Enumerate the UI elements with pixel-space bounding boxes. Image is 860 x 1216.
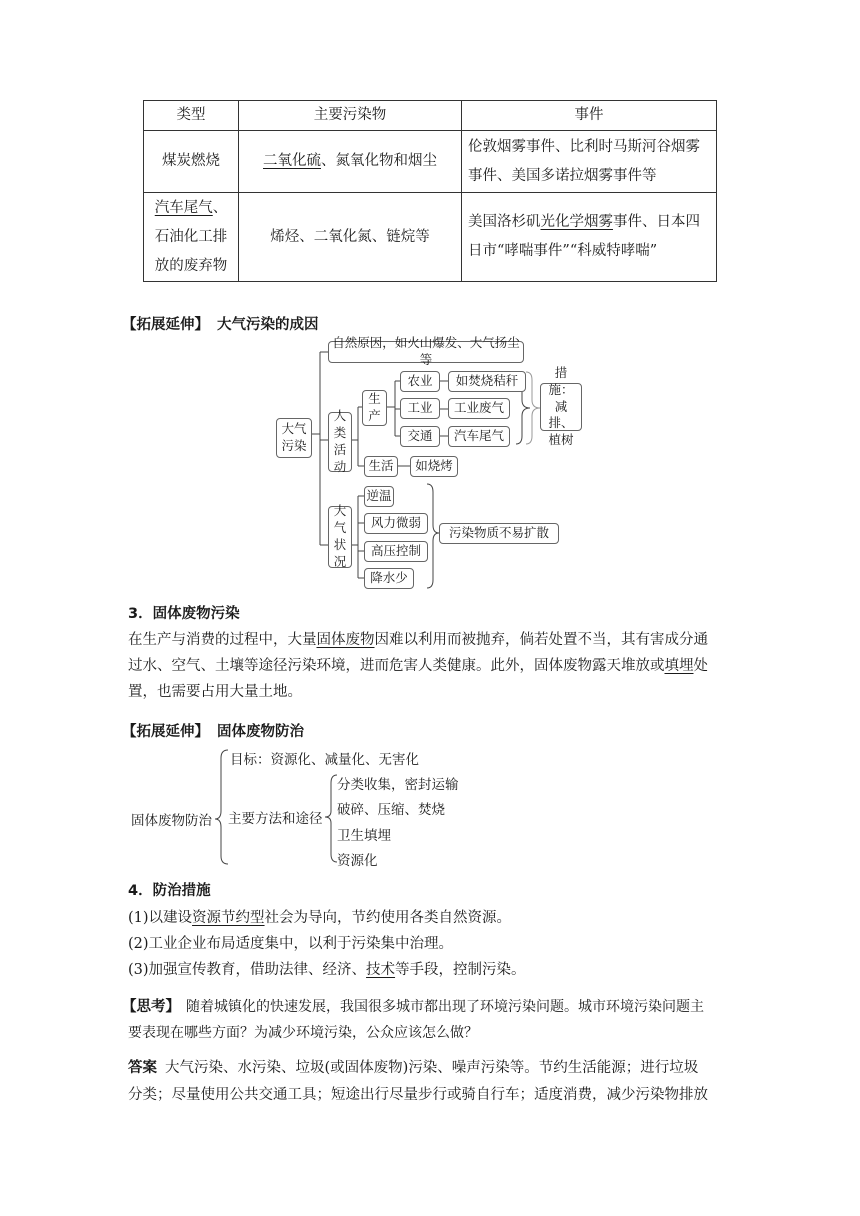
tree-item: 破碎、压缩、焚烧 (337, 802, 445, 818)
answer-label: 答案 (128, 1060, 157, 1076)
diagram-traffic: 交通 (400, 426, 440, 447)
tree-root: 固体废物防治 (131, 813, 212, 829)
section-4-title: 4．防治措施 (128, 883, 211, 899)
diagram-root-air-pollution: 大气污染 (276, 418, 312, 458)
diagram-natural-causes: 自然原因，如火山爆发、大气扬尘等 (328, 341, 524, 363)
section-3-title: 3．固体废物污染 (128, 606, 240, 622)
cell-event: 伦敦烟雾事件、比利时马斯河谷烟雾 事件、美国多诺拉烟雾事件等 (462, 131, 717, 193)
answer-block: 答案 大气污染、水污染、垃圾(或固体废物)污染、噪声污染等。节约生活能源；进行垃圾 分类；尽量使用公共交通工具；短途出行尽量步行或骑自行车；适度消费，减少污染物排放 (128, 1060, 708, 1103)
diagram-result: 污染物质不易扩散 (439, 523, 559, 544)
tree-item: 资源化 (337, 853, 378, 869)
diagram-high-pressure: 高压控制 (364, 541, 428, 562)
diagram-production: 生产 (362, 390, 387, 426)
diagram-weak-wind: 风力微弱 (364, 513, 428, 534)
diagram-agriculture: 农业 (400, 371, 440, 392)
tree-goal: 目标：资源化、减量化、无害化 (230, 752, 419, 768)
cell-pollutant: 烯烃、二氧化氮、链烷等 (239, 193, 462, 282)
tree-method: 主要方法和途径 (228, 811, 323, 827)
diagram-life: 生活 (364, 456, 398, 477)
tree-item: 分类收集，密封运输 (337, 777, 459, 793)
header-type: 类型 (144, 101, 239, 131)
extension-heading-1: 【拓展延伸】 大气污染的成因 (122, 317, 319, 333)
diagram-traffic-example: 汽车尾气 (448, 426, 510, 447)
cell-event: 美国洛杉矶光化学烟雾事件、日本四 日市“哮喘事件”“科威特哮喘” (462, 193, 717, 282)
diagram-inversion: 逆温 (364, 486, 394, 507)
diagram-measures: 措施：减排、植树 (540, 383, 582, 431)
diagram-industry-example: 工业废气 (448, 398, 510, 419)
tree-item: 卫生填埋 (337, 828, 391, 844)
cell-type: 汽车尾气、 石油化工排 放的废弃物 (144, 193, 239, 282)
think-block: 【思考】 随着城镇化的快速发展，我国很多城市都出现了环境污染问题。城市环境污染问题主 要表现在哪些方面？为减少环境污染，公众应该怎么做？ (122, 999, 704, 1041)
diagram-atmospheric-conditions: 大气状况 (328, 506, 352, 568)
cell-type: 煤炭燃烧 (144, 131, 239, 193)
diagram-life-example: 如烧烤 (410, 456, 458, 477)
diagram-little-rain: 降水少 (364, 568, 414, 589)
think-label: 【思考】 (122, 999, 180, 1015)
section-3-body: 在生产与消费的过程中，大量固体废物因难以利用而被抛弃，倘若处置不当，其有害成分通 过水、空气、土壤等途径污染环境，进而危害人类健康。此外，固体废物露天堆放或填埋处 置，也需要占用大量土地。 (128, 632, 708, 700)
diagram-human-activity: 人类活动 (328, 412, 352, 472)
extension-heading-2: 【拓展延伸】 固体废物防治 (122, 724, 304, 740)
cell-pollutant: 二氧化硫、氮氧化物和烟尘 (239, 131, 462, 193)
diagram-industry: 工业 (400, 398, 440, 419)
diagram-agriculture-example: 如焚烧秸秆 (448, 371, 526, 392)
header-pollutant: 主要污染物 (239, 101, 462, 131)
section-4-body: (1)以建设资源节约型社会为导向，节约使用各类自然资源。 (2)工业企业布局适度集中，以利于污染集中治理。 (3)加强宣传教育，借助法律、经济、技术等手段，控制污染。 (128, 910, 526, 978)
header-event: 事件 (462, 101, 717, 131)
